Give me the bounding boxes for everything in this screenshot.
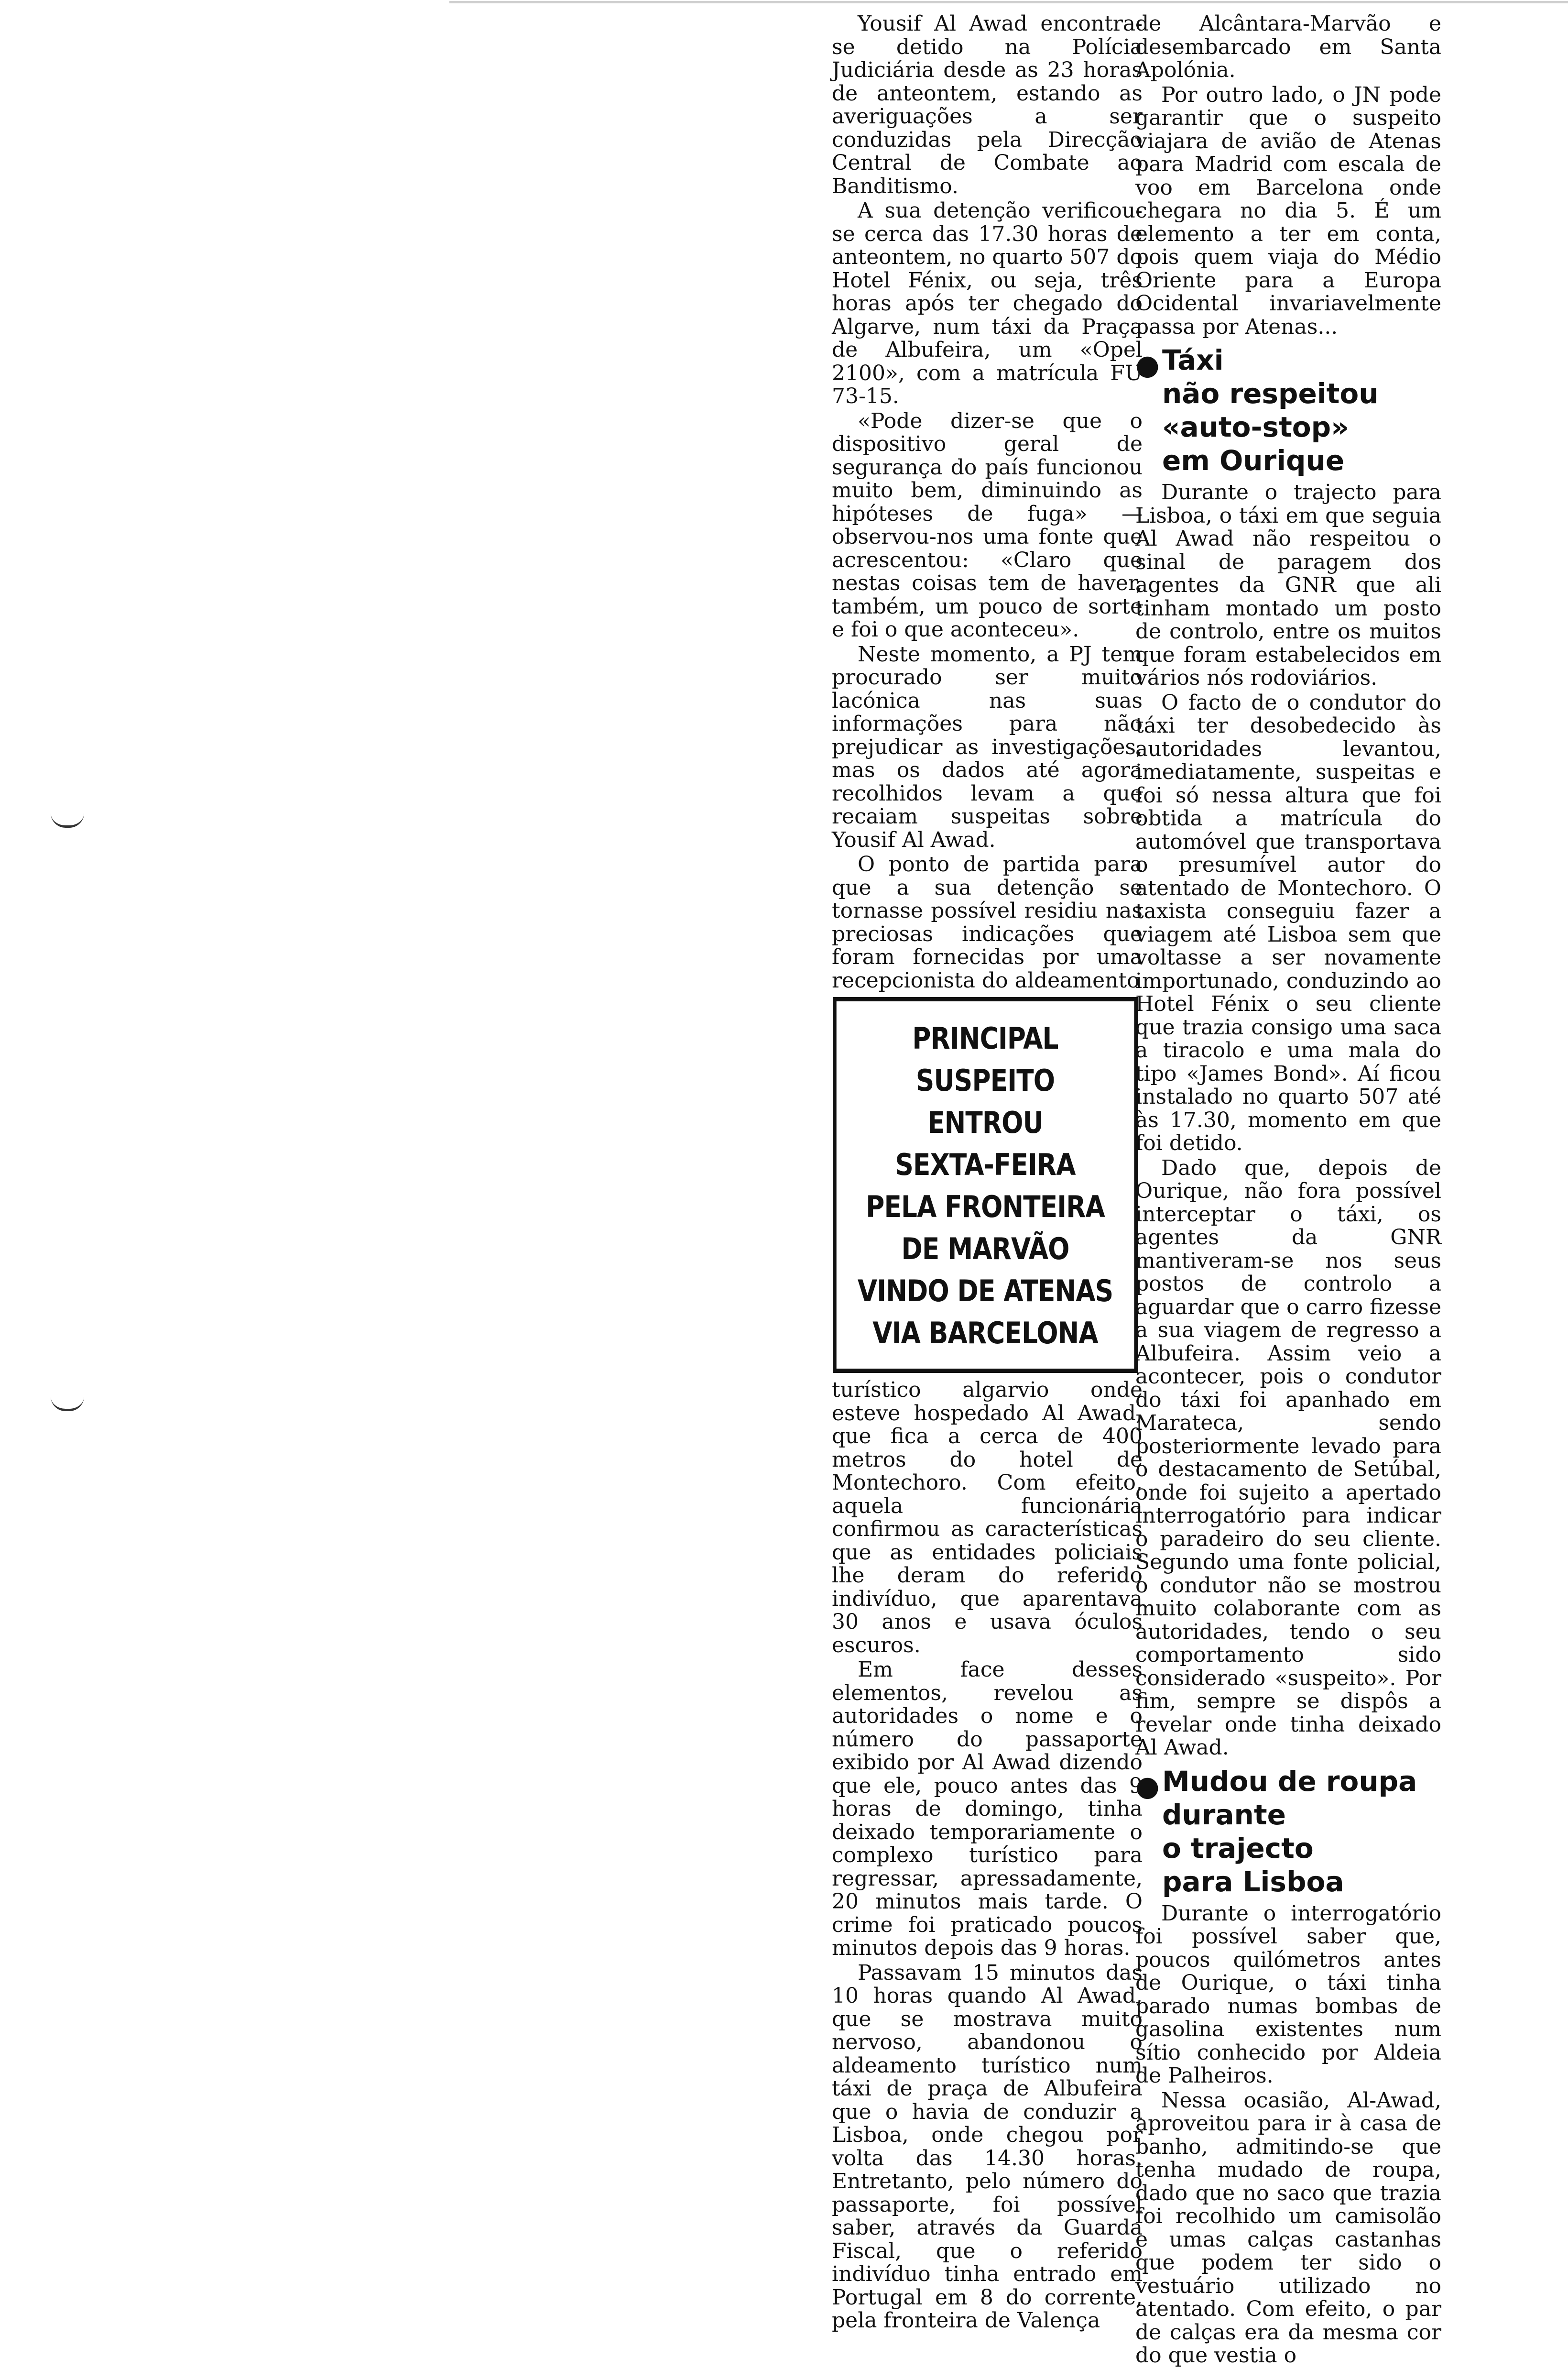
subheading-line: em Ourique bbox=[1162, 444, 1345, 477]
headline-line: SUSPEITO bbox=[915, 1063, 1055, 1098]
headline-box bbox=[833, 997, 1138, 1373]
article-paragraph: O facto de o condutor do táxi ter desobedecido às autoridades levantou, imediatamente, suspeitas e foi só nessa altura que foi obtida a matrícula do automóvel que transportava o presumível autor do atentado de Montechoro. O taxista conseguiu fazer a viagem até Lisboa sem que voltasse a ser novamente importunado, conduzindo ao Hotel Fénix o seu cliente que trazia consigo uma saca a tiracolo e uma mala do tipo «James Bond». Aí ficou instalado no quarto 507 até às 17.30, momento em que foi detido. bbox=[1135, 690, 1441, 1155]
subheading-line: Táxi bbox=[1162, 344, 1224, 376]
headline-line: ENTROU bbox=[927, 1105, 1044, 1140]
scan-mark bbox=[51, 813, 84, 828]
article-paragraph: Neste momento, a PJ tem procurado ser muito lacónica nas suas informações para não prejudicar as investigações, mas os dados até agora recolhidos levam a que recaiam suspeitas sobre Yousif Al Awad. bbox=[832, 642, 1143, 852]
subheading-line: não respeitou bbox=[1162, 377, 1379, 410]
headline-line: PRINCIPAL bbox=[912, 1021, 1058, 1056]
article-paragraph: Nessa ocasião, Al-Awad, aproveitou para ir à casa de banho, admitindo-se que tenha mudado de roupa, dado que no saco que trazia foi recolhido um camisolão e umas calças castanhas que podem ter sido o vestuário utilizado no atentado. Com efeito, o par de calças era da mesma cor do que vestia o bbox=[1135, 2088, 1441, 2368]
article-paragraph: Por outro lado, o JN pode garantir que o suspeito viajara de avião de Atenas para Madrid com escala de voo em Barcelona onde chegara no dia 5. É um elemento a ter em conta, pois quem viaja do Médio Oriente para a Europa Ocidental invariavelmente passa por Atenas... bbox=[1135, 82, 1441, 339]
article-paragraph: turístico algarvio onde esteve hospedado Al Awad, que fica a cerca de 400 metros do hotel de Montechoro. Com efeito, aquela funcionária confirmou as características que as entidades policiais lhe deram do referido indivíduo, que aparentava 30 anos e usava óculos escuros. bbox=[832, 1378, 1143, 1657]
bullet-icon: ● bbox=[1135, 349, 1160, 381]
headline-line: PELA FRONTEIRA bbox=[866, 1189, 1105, 1224]
article-paragraph: A sua detenção verificou-se cerca das 17.30 horas de anteontem, no quarto 507 do Hotel Fénix, ou seja, três horas após ter chegado do Algarve, num táxi da Praça de Albufeira, um «Opel 2100», com a matrícula FU 73-15. bbox=[832, 198, 1143, 408]
headline-line: VIA BARCELONA bbox=[872, 1316, 1098, 1350]
article-paragraph: de Alcântara-Marvão e desembarcado em Santa Apolónia. bbox=[1135, 11, 1441, 82]
headline-line: SEXTA-FEIRA bbox=[895, 1147, 1076, 1182]
bullet-icon: ● bbox=[1135, 1769, 1160, 1802]
article-paragraph: Passavam 15 minutos das 10 horas quando Al Awad, que se mostrava muito nervoso, abandonou o aldeamento turístico num táxi de praça de Albufeira que o havia de conduzir a Lisboa, onde chegou por volta das 14.30 horas. Entretanto, pelo número do passaporte, foi possível saber, através da Guarda Fiscal, que o referido indivíduo tinha entrado em Portugal em 8 do corrente, pela fronteira de Valença bbox=[832, 1960, 1143, 2333]
subheading-line: o trajecto bbox=[1162, 1832, 1314, 1864]
article-column-left bbox=[832, 12, 1143, 2334]
article-paragraph: O ponto de partida para que a sua detenção se tornasse possível residiu nas preciosas indicações que foram fornecidas por uma recepcionista do aldeamento bbox=[832, 852, 1143, 993]
article-paragraph: Em face desses elementos, revelou as autoridades o nome e o número do passaporte exibido por Al Awad dizendo que ele, pouco antes das 9 horas de domingo, tinha deixado temporariamente o complexo turístico para regressar, apressadamente, 20 minutos mais tarde. O crime foi praticado poucos minutos depois das 9 horas. bbox=[832, 1657, 1143, 1960]
scan-mark bbox=[51, 1396, 84, 1411]
article-paragraph: Durante o trajecto para Lisboa, o táxi em que seguia Al Awad não respeitou o sinal de paragem dos agentes da GNR que ali tinham montado um posto de controlo, entre os muitos que foram estabelecidos em vários nós rodoviários. bbox=[1135, 480, 1441, 690]
subheading-line: para Lisboa bbox=[1162, 1865, 1344, 1898]
subheading-line: Mudou de roupa bbox=[1162, 1765, 1417, 1798]
subheading-line: durante bbox=[1162, 1798, 1286, 1831]
scan-top-edge bbox=[449, 1, 1568, 3]
headline-line: DE MARVÃO bbox=[901, 1231, 1069, 1266]
subheading-roupa bbox=[1135, 1765, 1441, 1898]
subheading-line: «auto-stop» bbox=[1162, 411, 1349, 443]
article-paragraph: Dado que, depois de Ourique, não fora possível interceptar o táxi, os agentes da GNR mantiveram-se nos seus postos de controlo a aguardar que o carro fizesse a sua viagem de regresso a Albufeira. Assim veio a acontecer, pois o condutor do táxi foi apanhado em Marateca, sendo posteriormente levado para o destacamento de Setúbal, onde foi sujeito a apertado interrogatório para indicar o paradeiro do seu cliente. Segundo uma fonte policial, o condutor não se mostrou muito colaborante com as autoridades, tendo o seu comportamento sido considerado «suspeito». Por fim, sempre se dispôs a revelar onde tinha deixado Al Awad. bbox=[1135, 1155, 1441, 1760]
headline-line: VINDO DE ATENAS bbox=[857, 1273, 1113, 1308]
article-paragraph: Yousif Al Awad encontra-se detido na Polícia Judiciária desde as 23 horas de anteontem, estando as averiguações a ser conduzidas pela Direcção Central de Combate ao Banditismo. bbox=[832, 11, 1143, 198]
article-paragraph: «Pode dizer-se que o dispositivo geral de segurança do país funcionou muito bem, diminuindo as hipóteses de fuga» — observou-nos uma fonte que acrescentou: «Claro que nestas coisas tem de haver, também, um pouco de sorte e foi o que aconteceu». bbox=[832, 408, 1143, 642]
article-column-right bbox=[1135, 12, 1441, 2369]
article-paragraph: Durante o interrogatório foi possível saber que, poucos quilómetros antes de Ourique, o táxi tinha parado numas bombas de gasolina existentes num sítio conhecido por Aldeia de Palheiros. bbox=[1135, 1901, 1441, 2088]
subheading-taxi bbox=[1135, 343, 1441, 477]
